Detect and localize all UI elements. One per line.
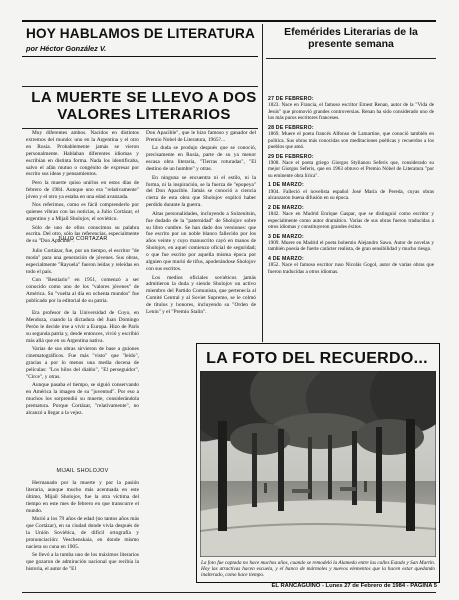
efemeride-date: 1 DE MARZO: [268, 182, 304, 189]
paragraph: Murió a los 79 años de edad (no tantos años más que Cortázar), en su ciudad donde vivía después de la Unión Soviética, de difícil ortografía y pronunciación: Veschenskaia, en donde mismo naciera su cuna en 1905. [26, 516, 139, 550]
paragraph: Pero la muerte quiso unirlos en estos días de febrero de 1984. Aunque uno era "relativamente" jóven y el otro ya estaba en una edad avanzada. [26, 179, 139, 200]
efemeride-text: 1852. Nace el famoso escritor ruso Nicolás Gogol, autor de varias obras que fueron traducidas a otros idiomas. [268, 262, 434, 275]
paragraph: Se llevó a la tumba uno de los máximos literarios que gozaron de admiración nacional que recibía la historia, el autor de "El [26, 552, 139, 572]
paragraph: Aunque pasaba el tiempo, se siguió conservando en América la imagen de su "juventud". Por eso a muchos los sorprendió su muerte, considerándola prematura. Porque Cortázar, "relativamente", no alcanzó a llegar a la vejez. [26, 382, 139, 416]
paragraph: Hermanado por la muerte y por la pasión literaria, aunque mucho más acentuada en este último, Mijaíl Sholojov, fue la otra víctima del tiempo en este mes de febrero en que transcurre el mundo. [26, 479, 139, 514]
efemeride-date: 28 DE FEBRERO: [268, 124, 314, 131]
section-heading: HOY HABLAMOS DE LITERATURA [26, 26, 255, 41]
paragraph: Muy diferentes ambos. Nacidos en distintos extremos del mundo: uno en la Argentina y el otro en Rusia. Probablemente jamás se vieron personalmente. Hablaban diferentes idiomas y escribían en distinta forma. Nada los identificaba, salvo el afán mutuo o congénito de expresar por escrito sus ideas y pensamientos. [26, 130, 139, 178]
top-rule [22, 20, 436, 22]
paragraph: Varias de sus obras sirvieron de base a guiones cinematográficos. Fue más "visto" que "leído", gracias a por lo menos una media docena de películas: "Los hilos del diablo", "El perseguidor", "Circe", y otras. [26, 346, 139, 380]
efemeride-text: 1909. Muere en Madrid el poeta bohemio Alejandro Sawa. Autor de novelas y también poesía de fuerte carácter realista, de gran sensibilidad y mucho riesgo. [268, 240, 434, 253]
paragraph: En ninguna se encuentra ni el estilo, ni la forma, ni la inspiración, se la fuerza de "epopeya" del Don Apacible. Jamás se conoció a ciencia cierta de esta obra que Sholojov explicó haber perdido durante la guerra. [146, 174, 256, 209]
paragraph: La duda se produjo después que se conoció, precisamente en Rusia, parte de su ya menor escasa obra literaria, "Tierras roturadas", "El destino de un hombre" y otras. [146, 145, 256, 173]
efemeride-item [268, 182, 434, 201]
headline-line-1: LA MUERTE SE LLEVO A DOS [31, 89, 257, 106]
efemeride-item [268, 96, 434, 122]
efemeride-date: 3 DE MARZO: [268, 233, 304, 240]
photo-caption: La foto fue captada no hace muchos años, cuando se remodeló la Alameda entre las calles Estado y San Martín. Hoy las atractivas hacen escuela, y el banco de mármoles y nuevos elementos que la hacen estar quedando inalterado, como hace tiempo. [201, 560, 435, 579]
efemerides-rule [266, 58, 436, 59]
paragraph: Nos referimos, como es fácil comprenderlo por quienes vibran con las noticias, a Julio Cortázar, el argentino y a Mijaíl Sholojov, el soviético. [26, 202, 139, 223]
photo-title: LA FOTO DEL RECUERDO... [206, 350, 428, 367]
efemerides-title [266, 26, 436, 50]
paragraph: Sólo de uno de ellos conocimos su palabra escrita. Del otro, sólo las referencias, especialmente de su "Don Apacible". [26, 224, 139, 245]
paragraph: Era profesor de la Universidad de Cuyo, en Mendoza, cuando la dictadura del Juan Domingo Perón le decide irse a vivir a Europa. Hizo de París su segunda patria y, desde entonces, vivió y escribió más allá que en su Argentina nativa. [26, 310, 139, 344]
paragraph: Julio Cortázar, fue, por un tiempo, el escritor "de moda" para una generación de jóvenes. Sus obras, especialmente "Rayuela" fueron leídas y releídas en todo el país. [26, 247, 139, 275]
headline-line-2: VALORES LITERARIOS [57, 106, 231, 123]
efemeride-item [268, 125, 434, 151]
paragraph: Altas personalidades, incluyendo a Solzenitsin, fue dudado de la "paternidad" de Sholojov sobre su libro cumbre. Se han dado dos versiones: que fue escrito por un noble blanco fallecido por los años veinte y cuyo manuscrito cayó en manos de Sholojov, en aquel comienzo oficial de seguridad; o que fue escrito por aquella misma época por alguien que murió de tifus, apoderándose Sholojov con sus escritos. [146, 210, 256, 272]
article-column-1 [26, 130, 139, 592]
efemerides-list [268, 96, 434, 278]
bottom-rule [22, 592, 436, 593]
article-column-2 [146, 130, 256, 315]
paragraph: Los medios oficiales soviéticos jamás admitieron la duda y siendo Sholojov un activo miembro del Partido Comunista, que pertenecía al Comité Central y al Soviet Supremo, se le colmó de títulos y honores, incluyendo su "Orden de Lenin" y el "Premio Stalin". [146, 274, 256, 315]
efemeride-text: 1842. Nace en Madrid Enrique Gaspar, que se distinguió como escritor y especialmente como autor dramático. Varias de sus obras fueron traducidas a otros idiomas y constituyeron grandes éxitos. [268, 211, 434, 231]
efemeride-date: 27 DE FEBRERO: [268, 96, 314, 102]
subheading-sholojov: MIJAIL SHOLOJOV [56, 468, 109, 474]
paragraph: Don Apacible", que le hizo famoso y ganador del Premio Nobel de Literatura, 1965?... [146, 130, 256, 143]
efemeride-date: 2 DE MARZO: [268, 204, 304, 211]
efemeride-date: 4 DE MARZO: [268, 256, 304, 263]
headline-rule-top [22, 86, 258, 87]
headline-rule-bottom [22, 128, 258, 129]
efemeride-text: 1904. Falleció el novelista español José María de Pereda, cuyas obras alcanzaron buena difusión en su época. [268, 188, 434, 202]
efemeride-date: 29 DE FEBRERO: [268, 153, 314, 160]
efemeride-text: 1823. Nace en Francia, el famoso escritor Ernest Renan, autor de la "Vida de Jesús" que promovió grandes controversias. Renan ha sido considerado uno de los más puros escritores franceses. [268, 102, 434, 122]
efemerides-title-line-1: Efemérides Literarias de la [284, 26, 418, 38]
historic-photo [200, 371, 436, 557]
efemeride-text: 1908. Nace el poeta griego Giorgos Stylianou Seferis que, considerado su mejor Giorgos Seferis, que en 1963 obtuvo el Premio Nóbel de Literatura "por su eminente obra lírica". [268, 160, 434, 179]
efemeride-text: 1869. Muere el poeta francés Alfonso de Lamartine, que conoció también en política. Sus obras más conocidas son meditaciones poéticas y recuerdos a los pueblos que amó. [268, 131, 434, 151]
paragraph: Con "Bestiario" en 1951, comenzó a ser conocido como uno de los "valores jóvenes" de América. Su "vuelta al día en ochenta mundos" fue publicado por la editorial de su patria. [26, 277, 139, 304]
page-footer: EL RANCAGÜINO - Lunes 27 de Febrero de 1984 - PAGINA 5 [271, 583, 437, 589]
byline-rule [22, 56, 258, 57]
subheading-cortazar: JULIO CORTAZAR [57, 236, 108, 242]
efemeride-item [268, 256, 434, 275]
byline: por Héctor González V. [26, 44, 107, 53]
efemeride-item [268, 154, 434, 180]
article-headline [30, 89, 258, 123]
efemeride-item [268, 234, 434, 253]
efemerides-title-line-2: presente semana [308, 38, 394, 50]
efemeride-item [268, 205, 434, 231]
column-separator [262, 24, 263, 342]
